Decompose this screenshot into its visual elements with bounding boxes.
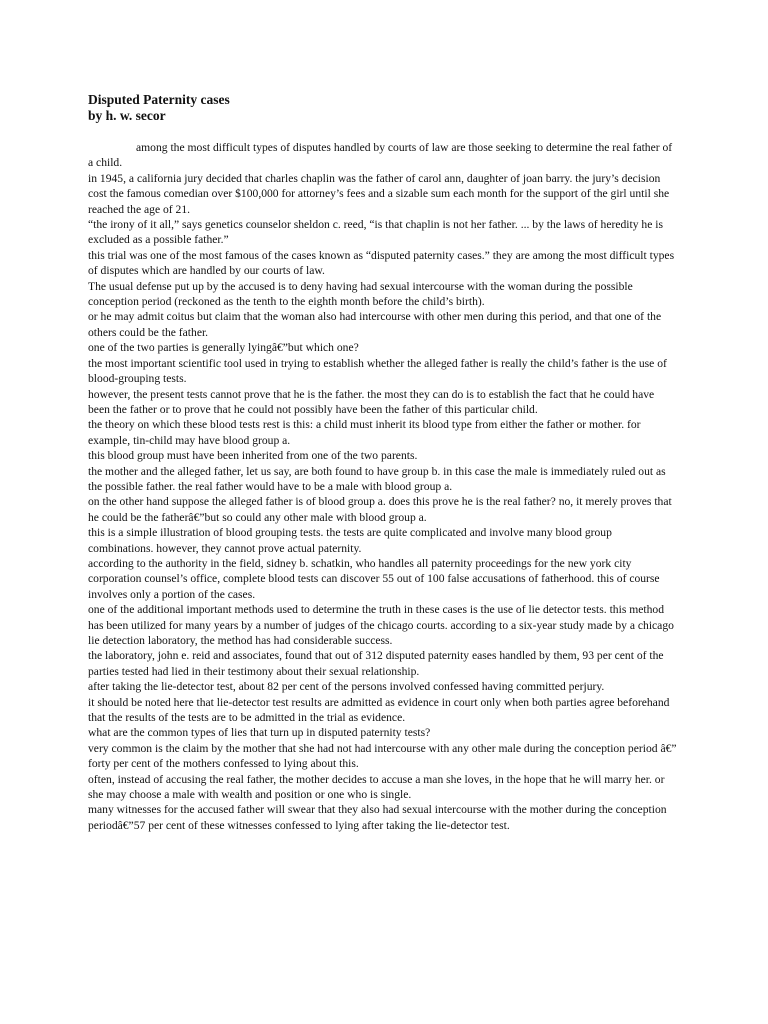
document-byline: by h. w. secor bbox=[88, 108, 166, 123]
paragraph: after taking the lie-detector test, about 82 per cent of the persons involved confessed having committed perjury. bbox=[88, 680, 605, 694]
paragraph: on the other hand suppose the alleged father is of blood group a. does this prove he is the real father? no, it merely proves that he could be the fatherâ€”but so could any other male with blood group a. bbox=[88, 495, 672, 524]
document-page bbox=[88, 92, 678, 833]
paragraph: one of the two parties is generally lyingâ€”but which one? bbox=[88, 341, 359, 355]
paragraph: the laboratory, john e. reid and associates, found that out of 312 disputed paternity eases handled by them, 93 per cent of the parties tested had lied in their testimony about their sexual relationship. bbox=[88, 649, 664, 678]
paragraph: according to the authority in the field, sidney b. schatkin, who handles all paternity proceedings for the new york city corporation counsel’s office, complete blood tests can discover 55 out of 100 false accusations of fatherhood. this of course involves only a portion of the cases. bbox=[88, 556, 660, 601]
paragraph: this trial was one of the most famous of the cases known as “disputed paternity cases.” they are among the most difficult types of disputes which are handled by our courts of law. bbox=[88, 248, 675, 278]
document-body bbox=[88, 140, 678, 833]
paragraph: one of the additional important methods used to determine the truth in these cases is the use of lie detector tests. this method has been utilized for many years by a number of judges of the chicago courts. according to a six-year study made by a chicago lie detection laboratory, the method has had considerable success. bbox=[88, 603, 674, 647]
document-header bbox=[88, 92, 678, 124]
paragraph: what are the common types of lies that turn up in disputed paternity tests? bbox=[88, 726, 431, 740]
paragraph: the theory on which these blood tests rest is this: a child must inherit its blood type from either the father or mother. for example, tin-child may have blood group a. bbox=[88, 418, 641, 447]
paragraph: very common is the claim by the mother that she had not had intercourse with any other male during the conception period â€” forty per cent of the mothers confessed to lying about this. bbox=[88, 741, 677, 771]
document-title: Disputed Paternity cases bbox=[88, 92, 230, 107]
paragraph: the most important scientific tool used in trying to establish whether the alleged father is really the child’s father is the use of blood-grouping tests. bbox=[88, 356, 667, 386]
paragraph: The usual defense put up by the accused is to deny having had sexual intercourse with the woman during the possible conception period (reckoned as the tenth to the eighth month before the child’s birth). bbox=[88, 279, 633, 309]
paragraph: this blood group must have been inherited from one of the two parents. bbox=[88, 449, 418, 463]
paragraph: this is a simple illustration of blood grouping tests. the tests are quite complicated and involve many blood group combinations. however, they cannot prove actual paternity. bbox=[88, 526, 612, 555]
paragraph: many witnesses for the accused father will swear that they also had sexual intercourse with the mother during the conception periodâ€”57 per cent of these witnesses confessed to lying after taking the lie-detector test. bbox=[88, 803, 667, 832]
paragraph: in 1945, a california jury decided that charles chaplin was the father of carol ann, daughter of joan barry. the jury’s decision cost the famous comedian over $100,000 for attorney’s fees and a sizable sum each month for the support of the girl until she reached the age of 21. bbox=[88, 171, 670, 216]
paragraph: among the most difficult types of disputes handled by courts of law are those seeking to determine the real father of a child. bbox=[88, 141, 673, 170]
paragraph: the mother and the alleged father, let us say, are both found to have group b. in this case the male is immediately ruled out as the possible father. the real father would have to be a male with blood group a. bbox=[88, 464, 666, 493]
paragraph: often, instead of accusing the real father, the mother decides to accuse a man she loves, in the hope that he will marry her. or she may choose a male with wealth and position or one who is single. bbox=[88, 772, 665, 802]
paragraph: it should be noted here that lie-detector test results are admitted as evidence in court only when both parties agree beforehand that the results of the tests are to be admitted in the trial as evidence. bbox=[88, 695, 670, 725]
paragraph: “the irony of it all,” says genetics counselor sheldon c. reed, “is that chaplin is not her father. ... by the laws of heredity he is excluded as a possible father.” bbox=[88, 218, 664, 247]
paragraph: however, the present tests cannot prove that he is the father. the most they can do is to establish the fact that he could have been the father or to prove that he could not possibly have been the father of this particular child. bbox=[88, 387, 655, 416]
paragraph: or he may admit coitus but claim that the woman also had intercourse with other men during this period, and that one of the others could be the father. bbox=[88, 310, 662, 339]
